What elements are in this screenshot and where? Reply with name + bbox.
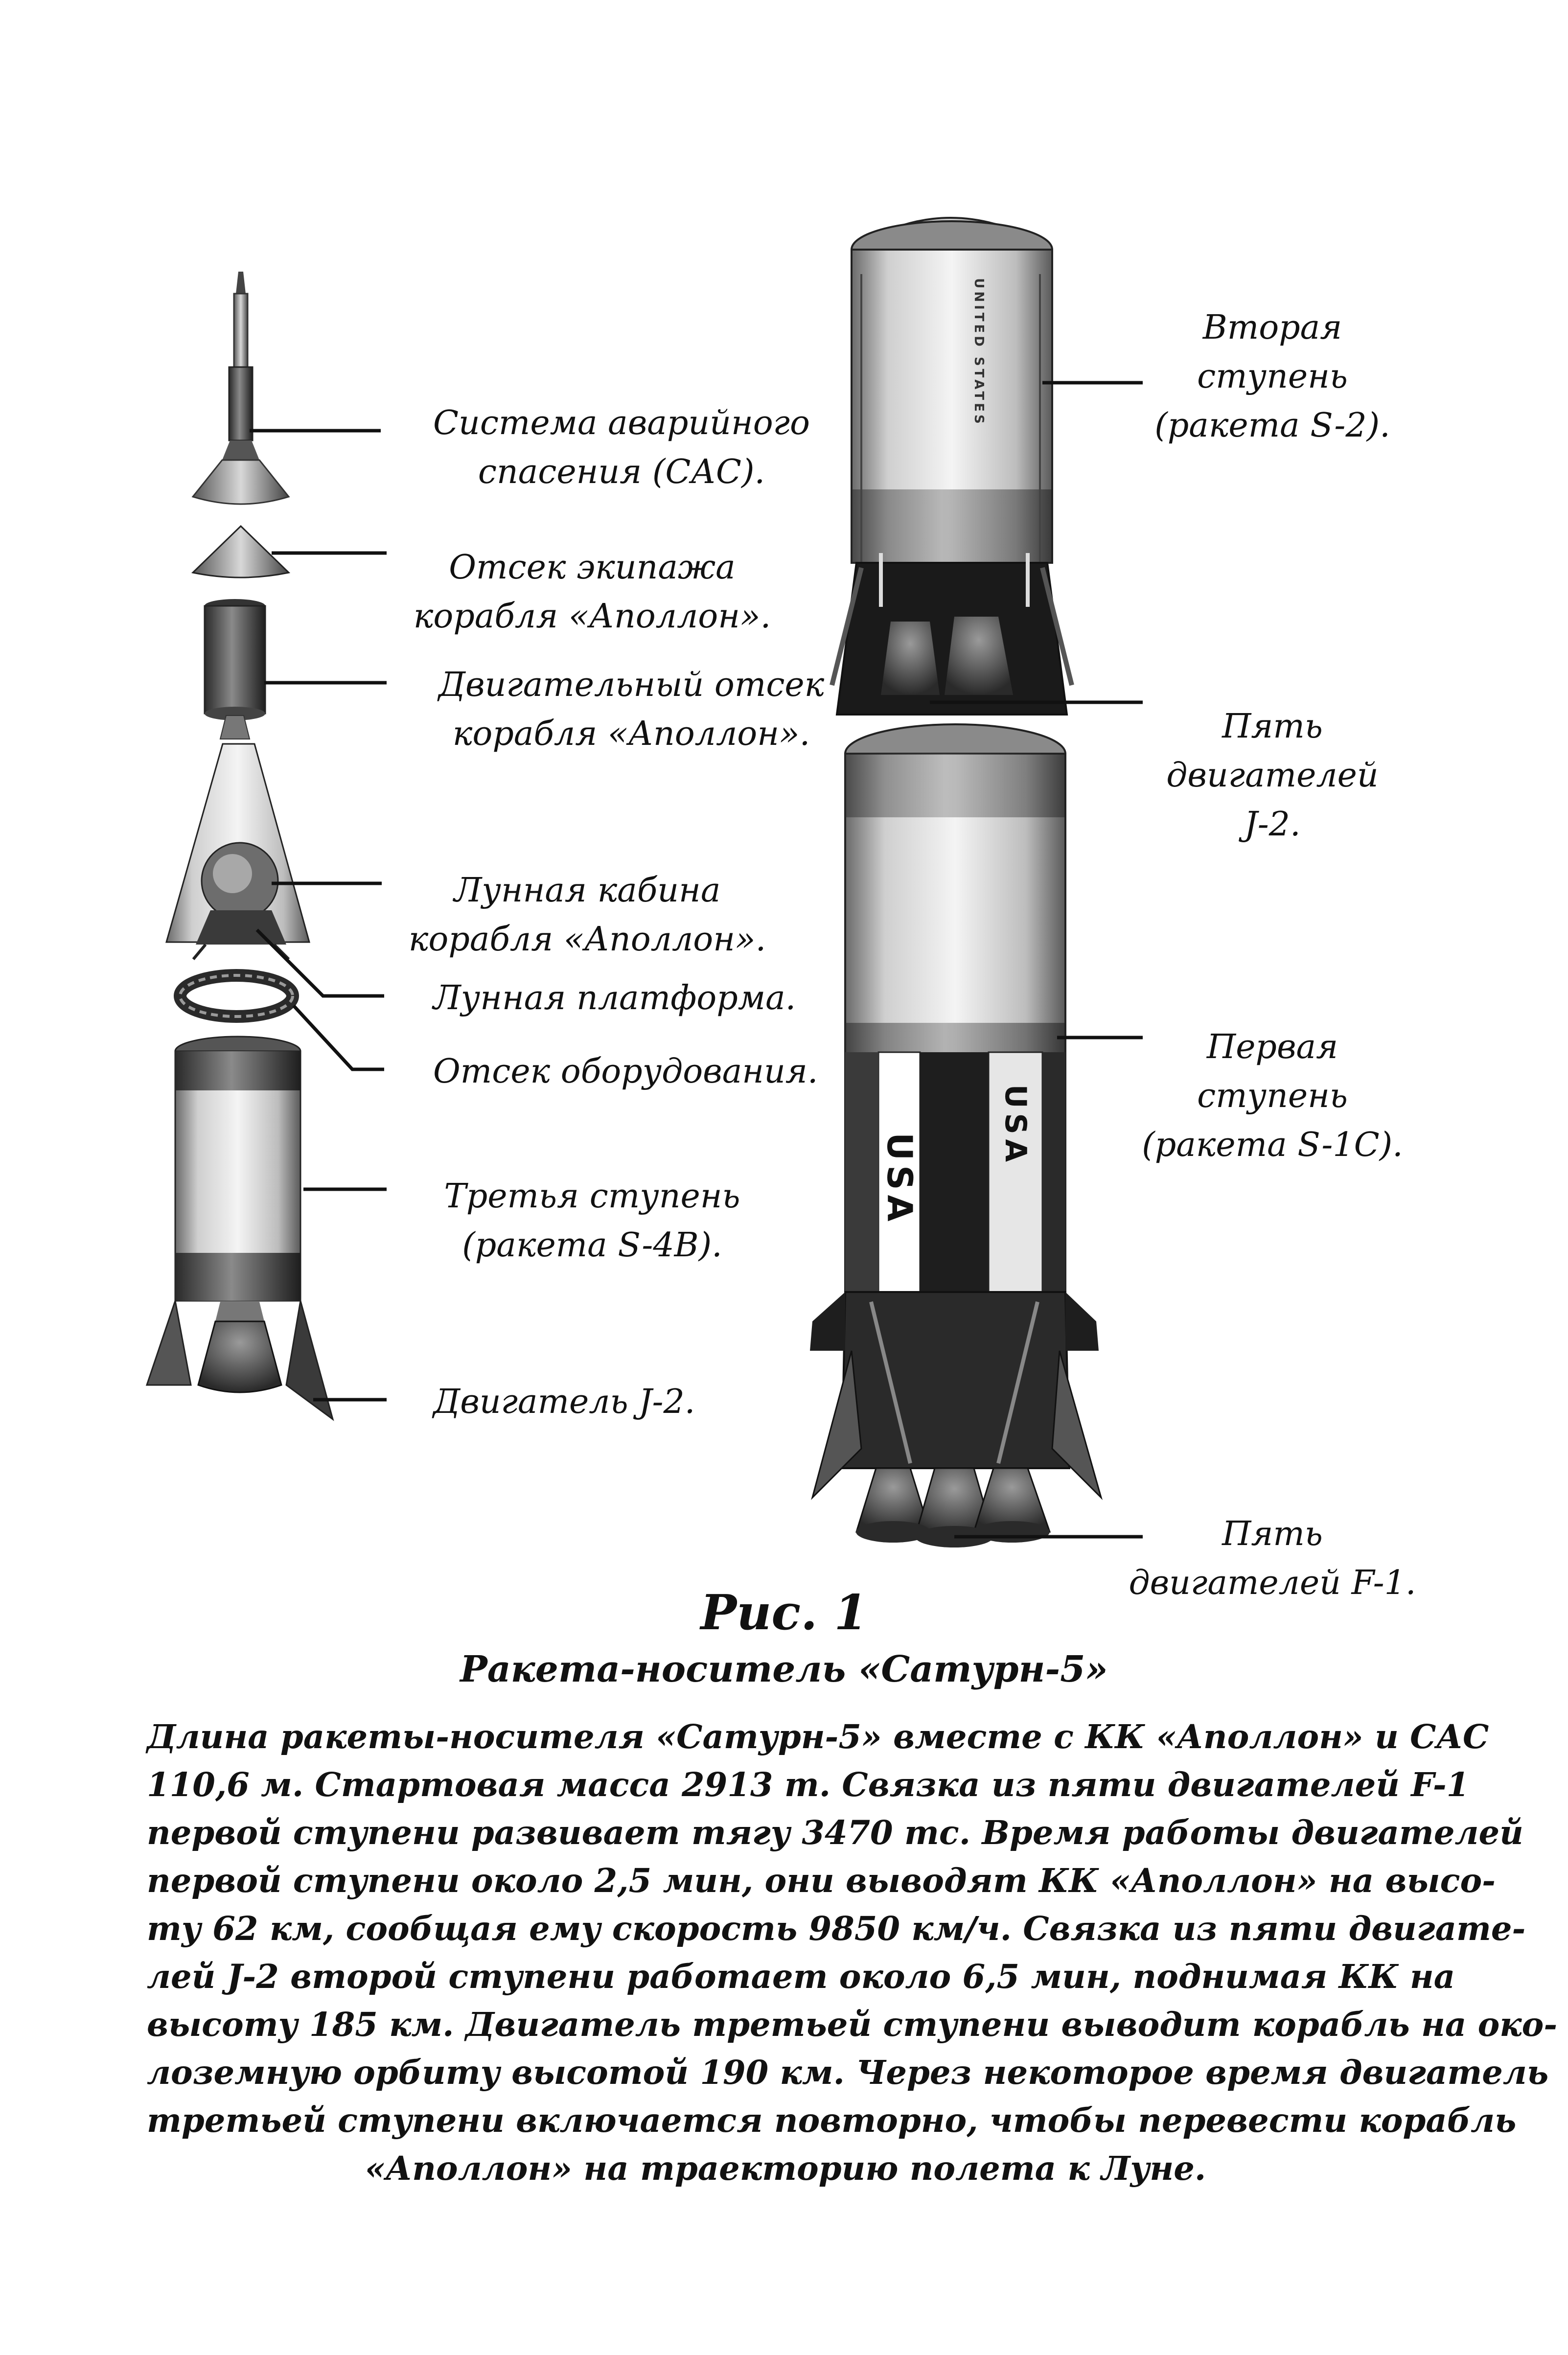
escape-tower [193, 272, 289, 504]
caption-line: первой ступени около 2,5 мин, они выводят КК «Аполлон» на высо- [147, 1861, 1496, 1900]
left-exploded-stack [147, 272, 333, 1419]
label-lunar-platform: Лунная платформа. [433, 979, 796, 1017]
service-module [205, 599, 265, 739]
label-lunar-module: Лунная кабина корабля «Аполлон». [408, 871, 766, 959]
caption-line: лоземную орбиту высотой 190 км. Через некоторое время двигатель [147, 2053, 1549, 2092]
caption-line: первой ступени развивает тягу 3470 тс. Время работы двигателей [147, 1813, 1523, 1852]
label-first-stage: Первая ступень (ракета S-1C). [1142, 1028, 1403, 1164]
united-states-marking: UNITED STATES [971, 278, 986, 427]
caption-line: Длина ракеты-носителя «Сатурн-5» вместе с КК «Аполлон» и САС [147, 1717, 1489, 1756]
label-j2-engine: Двигатель J-2. [433, 1383, 695, 1421]
usa-marking-right: USA [998, 1084, 1033, 1167]
caption-line: ту 62 км, сообщая ему скорость 9850 км/ч. Связка из пяти двигате- [147, 1909, 1526, 1948]
label-crew-module: Отсек экипажа корабля «Аполлон». [413, 548, 771, 636]
second-stage [852, 218, 1052, 563]
label-third-stage: Третья ступень (ракета S-4B). [444, 1177, 740, 1265]
caption-line: лей J-2 второй ступени работает около 6,5 мин, поднимая КК на [147, 1957, 1455, 1996]
label-service-module: Двигательный отсек корабля «Аполлон». [438, 666, 825, 753]
caption-line: третьей ступени включается повторно, чтобы перевести корабль [147, 2101, 1517, 2140]
label-escape-system: Система аварийного спасения (САС). [433, 404, 810, 491]
label-second-stage: Вторая ступень (ракета S-2). [1154, 308, 1390, 445]
lunar-module-adapter [166, 744, 309, 959]
usa-marking-left: USA [879, 1132, 920, 1226]
label-five-j2-engines: Пять двигателей J-2. [1166, 707, 1379, 844]
caption-line: «Аполлон» на траекторию полета к Луне. [365, 2149, 1206, 2188]
label-five-f1-engines: Пять двигателей F-1. [1129, 1515, 1416, 1602]
figure-title: Ракета-носитель «Сатурн-5» [460, 1648, 1108, 1690]
caption-line: высоту 185 км. Двигатель третьей ступени выводит корабль на око- [147, 2005, 1558, 2044]
figure-number: Рис. 1 [700, 1585, 868, 1641]
label-instrument-unit: Отсек оборудования. [433, 1052, 818, 1091]
caption-line: 110,6 м. Стартовая масса 2913 т. Связка из пяти двигателей F-1 [147, 1765, 1470, 1804]
lunar-platform-ring [180, 975, 293, 1016]
right-assembled-rocket [810, 218, 1101, 1547]
third-stage [147, 1037, 333, 1419]
figure-caption [147, 1713, 1558, 2193]
j2-engine-cluster [832, 553, 1072, 715]
